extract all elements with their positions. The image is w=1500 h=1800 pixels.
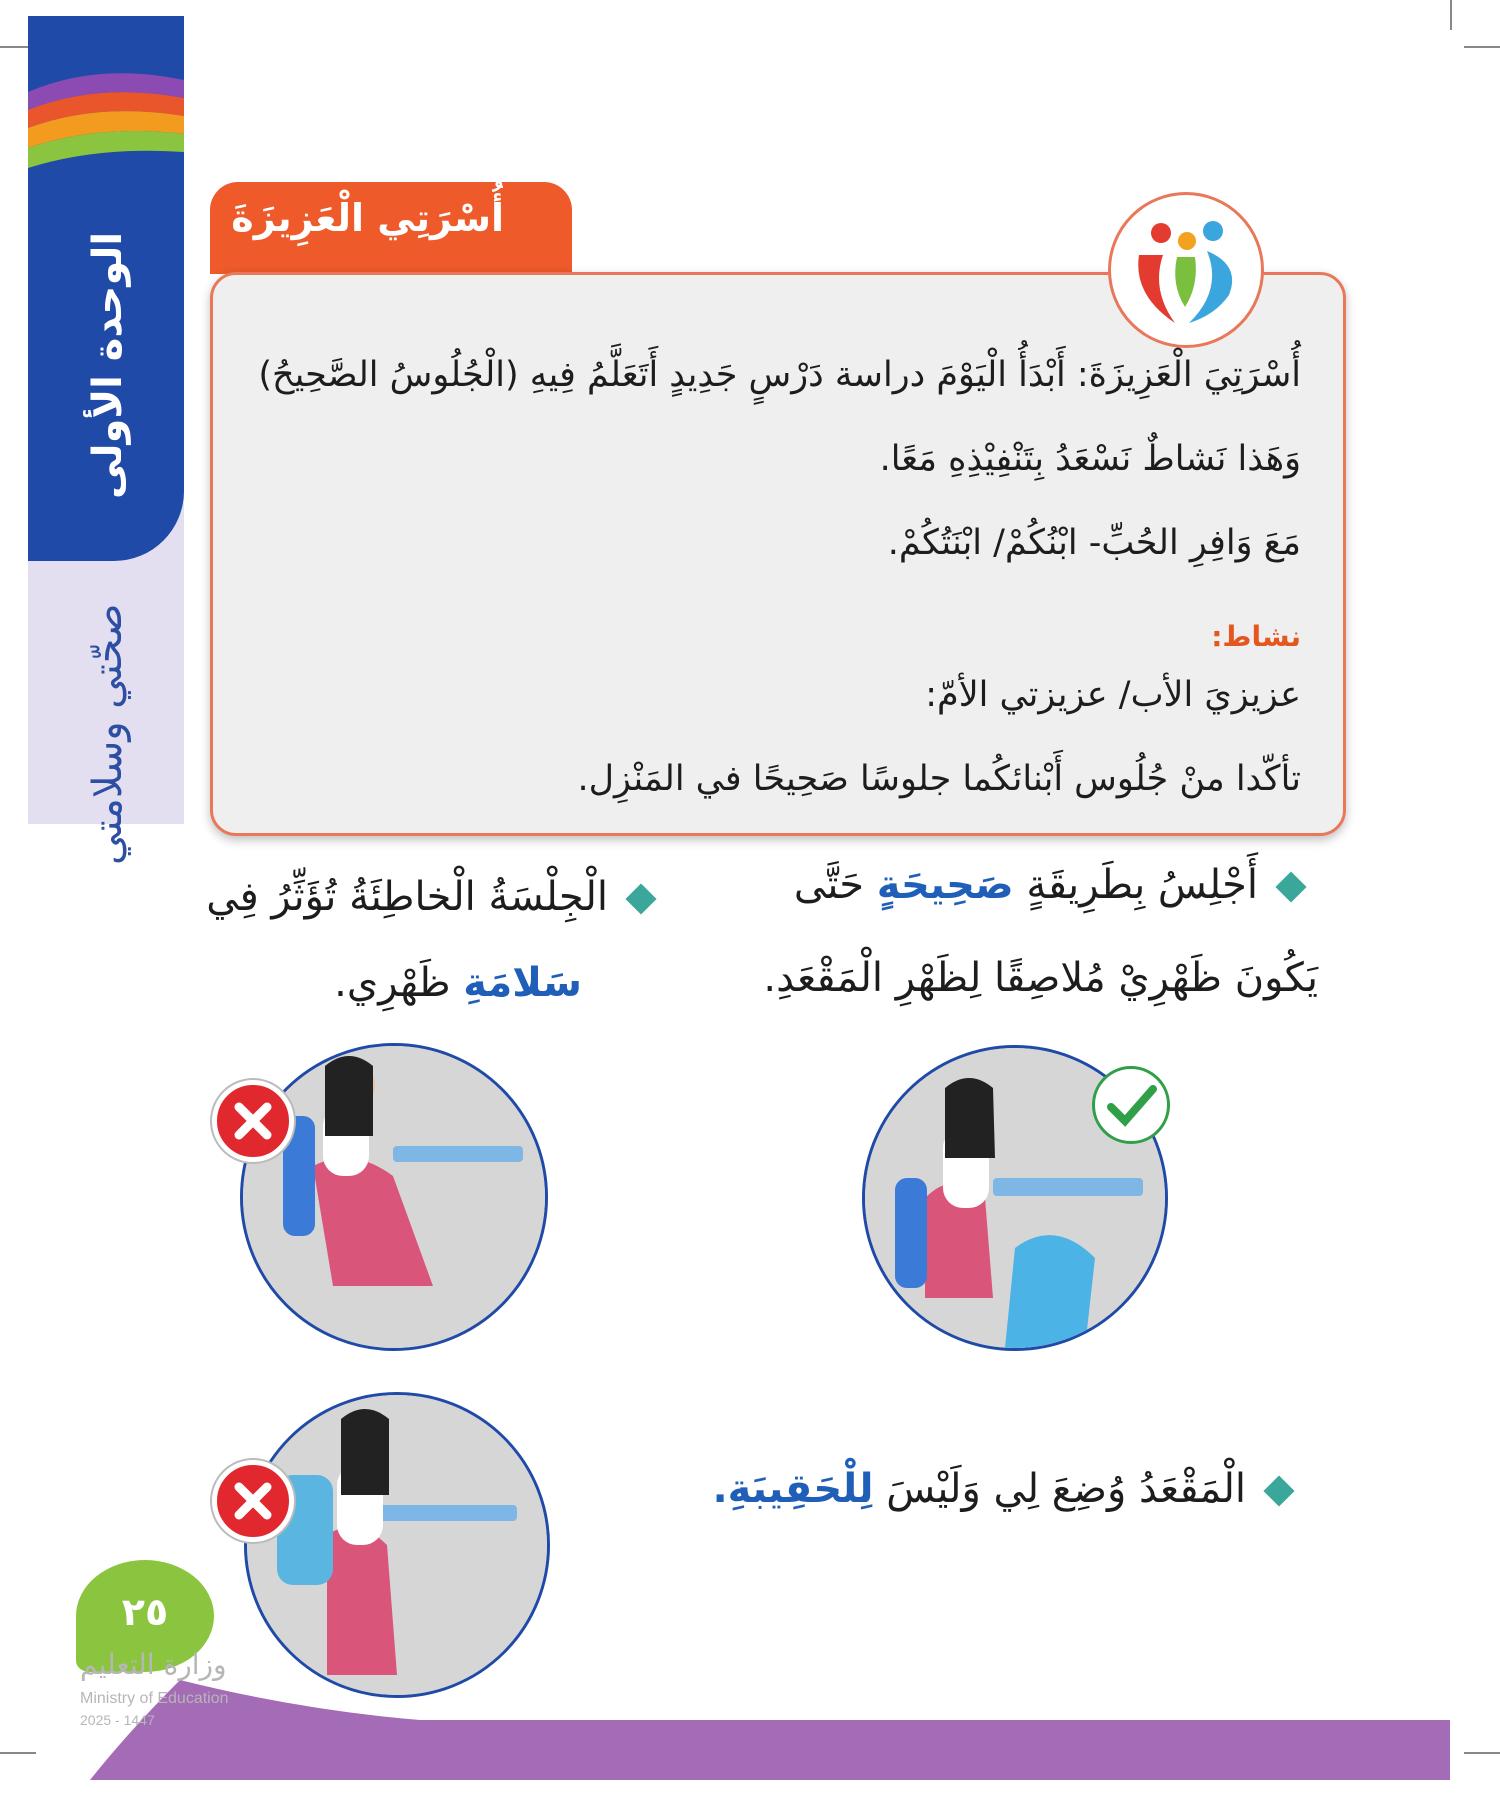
crop-mark — [1450, 0, 1452, 30]
diamond-bullet-icon — [1263, 1475, 1294, 1506]
highlight-word: سَلامَةِ — [463, 960, 582, 1006]
letter-line-1: أُسْرَتِيَ الْعَزِيزَةَ: أَبْدَأُ الْيَوْمَ دراسة دَرْسٍ جَدِيدٍ أَتَعَلَّمُ فِيهِ (الْجُلُوسُ الصَّحِيحُ) — [258, 355, 1301, 395]
subject-title: صحّتي وسلامتي — [85, 603, 131, 865]
bullet-chair-not-for-bag — [712, 1466, 1290, 1512]
diamond-bullet-icon — [1275, 871, 1306, 902]
bullet-text: أَجْلِسُ بِطَرِيقَةٍ — [1026, 862, 1258, 908]
unit-title: الوحدة الأولى — [85, 231, 131, 499]
rainbow-swoosh — [28, 52, 184, 172]
letter-line-5: تأكّدا منْ جُلُوس أَبْنائكُما جلوسًا صَحِيحًا في المَنْزِل. — [577, 759, 1301, 799]
bullet-wrong-line2 — [334, 960, 582, 1006]
activity-label: نشاط: — [1211, 620, 1301, 653]
highlight-word: لِلْحَقِيبَةِ. — [712, 1466, 874, 1512]
family-logo-icon — [1108, 192, 1264, 348]
section-title-tab — [210, 182, 572, 274]
family-hearts-icon — [1111, 195, 1261, 345]
highlight-word: صَحِيحَةٍ — [876, 862, 1014, 908]
ministry-watermark-en: Ministry of Education — [80, 1690, 229, 1707]
bullet-wrong-sitting — [206, 874, 652, 920]
letter-line-2: وَهَذا نَشاطٌ نَسْعَدُ بِتَنْفِيْذِهِ مَعًا. — [879, 439, 1301, 479]
crop-mark — [1464, 46, 1500, 48]
bullet-text: الْمَقْعَدُ وُضِعَ لِي وَلَيْسَ — [886, 1466, 1246, 1512]
bullet-correct-line2: يَكُونَ ظَهْرِيْ مُلاصِقًا لِظَهْرِ الْمَقْعَدِ. — [763, 955, 1318, 1001]
letter-line-3: مَعَ وَافِرِ الحُبِّ- ابْنُكُمْ/ ابْنَتُكُمْ. — [887, 523, 1301, 563]
letter-line-4: عزيزيَ الأب/ عزيزتي الأمّ: — [925, 675, 1301, 715]
page-number: ٢٥ — [121, 1590, 169, 1634]
cross-icon — [212, 1080, 294, 1162]
bullet-text: حَتَّى — [793, 862, 865, 908]
cross-icon — [212, 1460, 294, 1542]
bullet-text: الْجِلْسَةُ الْخاطِئَةُ تُؤَثِّرُ فِي — [206, 874, 608, 920]
parent-letter-box — [210, 272, 1346, 836]
section-title: أُسْرَتِي الْعَزِيزَةَ — [231, 196, 504, 240]
ministry-watermark: وزارة التعليم — [80, 1648, 227, 1681]
diamond-bullet-icon — [625, 883, 656, 914]
check-icon — [1092, 1066, 1170, 1144]
unit-sidebar — [28, 16, 184, 865]
bullet-text: ظَهْرِي. — [334, 960, 451, 1006]
bullet-correct-sitting — [794, 862, 1302, 908]
ministry-year: 2025 - 1447 — [80, 1712, 155, 1728]
